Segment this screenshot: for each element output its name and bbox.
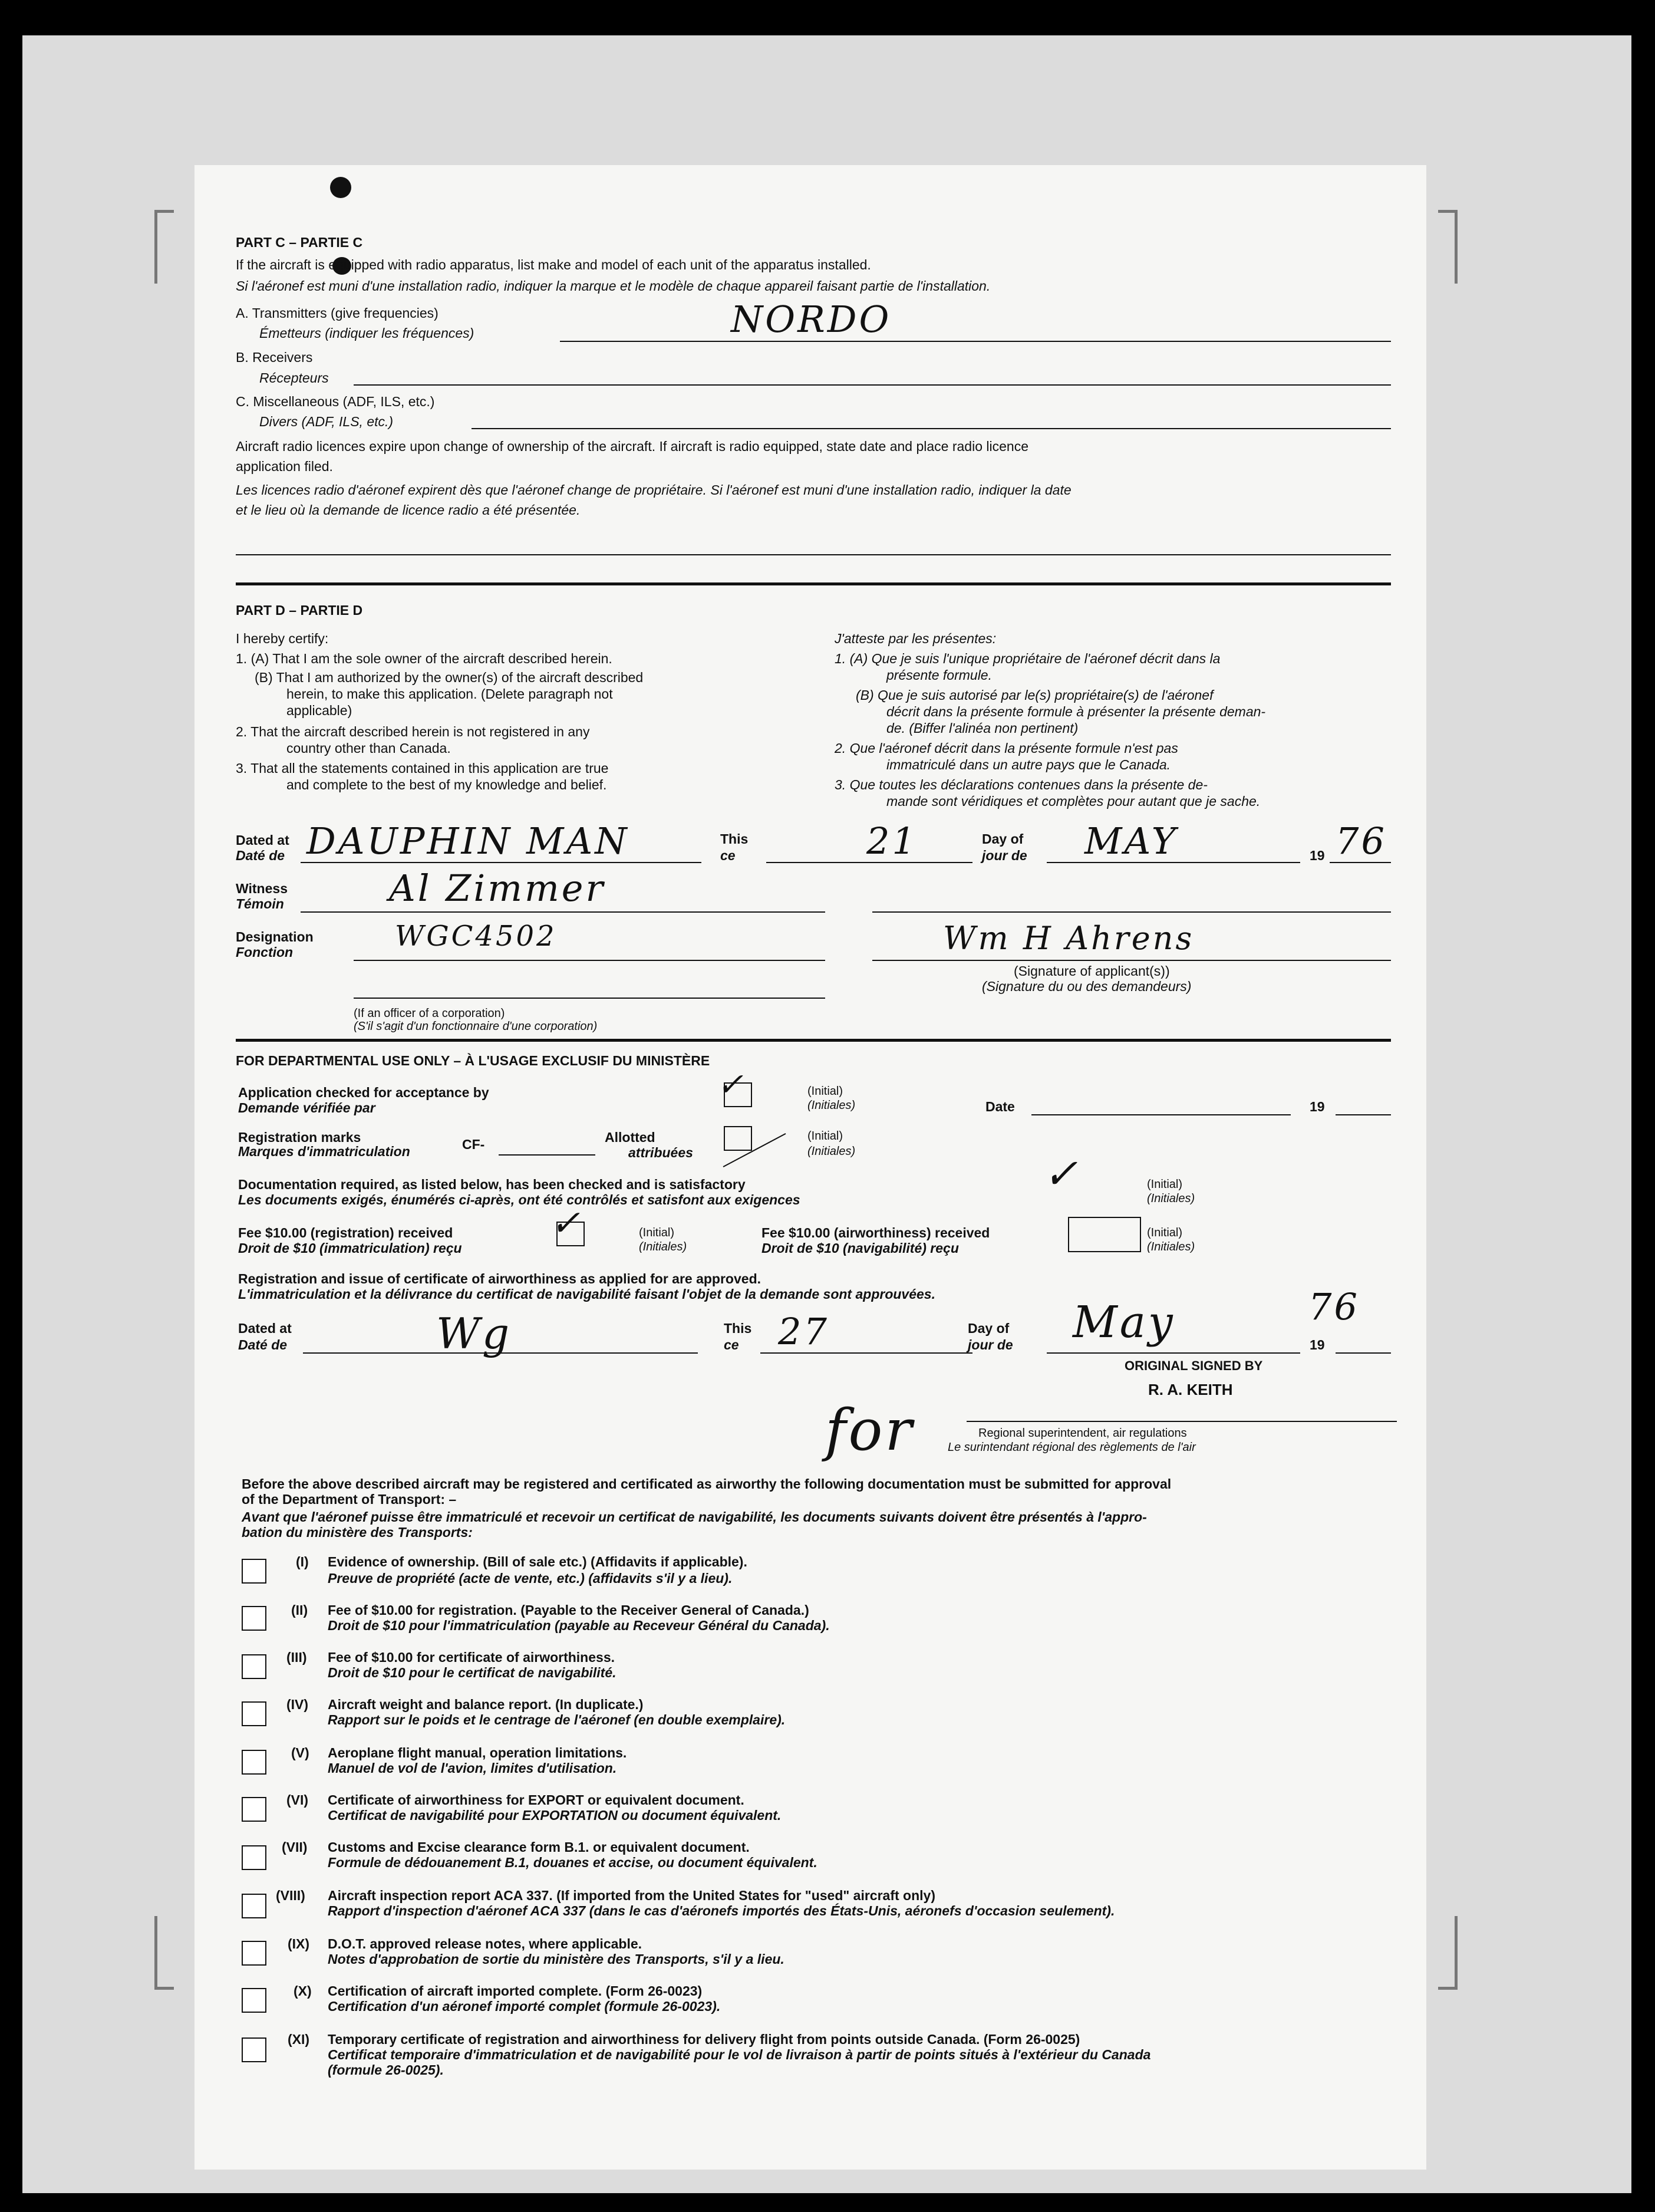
cert-en-1b-3: applicable) [286,703,352,718]
requirement-num: (I) [296,1554,309,1569]
requirement-fr: Certification d'un aéronef importé complet (formule 26-0023). [328,1999,721,2014]
receivers-label: B. Receivers [236,350,313,365]
officer-line [354,998,825,999]
requirement-fr-cont: (formule 26-0025). [328,2062,444,2078]
reg-marks-label: Registration marks [238,1130,361,1145]
dept-dated-at-label-fr: Daté de [238,1337,288,1352]
date-line [1031,1114,1291,1115]
requirement-checkbox[interactable] [242,1797,266,1822]
allotted-label: Allotted [605,1130,655,1145]
cf-label: CF- [462,1137,485,1152]
initial-label: (Initial) [1147,1178,1183,1191]
checked-label-fr: Demande vérifiée par [238,1100,375,1115]
dept-heading: FOR DEPARTMENTAL USE ONLY – À L'USAGE EXCLUSIF DU MINISTÈRE [236,1053,710,1068]
receivers-label-fr: Récepteurs [259,370,329,386]
signature-label-fr: (Signature du ou des demandeurs) [982,979,1192,994]
requirement-checkbox[interactable] [242,1988,266,2013]
requirement-num: (III) [286,1650,307,1665]
misc-line [472,428,1391,429]
requirements-intro-fr-1: Avant que l'aéronef puisse être immatriculé et recevoir un certificat de navigabilité, les documents suivants doivent être présentés à l'appro- [242,1509,1147,1525]
requirement-checkbox[interactable] [242,2037,266,2062]
requirement-en: D.O.T. approved release notes, where applicable. [328,1936,642,1951]
requirement-en: Customs and Excise clearance form B.1. or equivalent document. [328,1839,750,1855]
requirement-fr: Droit de $10 pour l'immatriculation (payable au Receveur Général du Canada). [328,1618,830,1633]
dept-year-value: 76 [1308,1285,1360,1328]
cert-fr-3: 3. Que toutes les déclarations contenues dans la présente de- [835,777,1208,792]
requirement-en: Certificate of airworthiness for EXPORT or equivalent document. [328,1792,744,1808]
witness-line-right [872,911,1391,913]
documentation-label-fr: Les documents exigés, énumérés ci-après, ont été contrôlés et satisfont aux exigences [238,1192,800,1207]
certify-en: I hereby certify: [236,631,329,646]
dept-day-of-label: Day of [968,1321,1010,1336]
requirement-en: Certification of aircraft imported complete. (Form 26-0023) [328,1983,703,1999]
transmitters-label: A. Transmitters (give frequencies) [236,305,439,321]
misc-label-fr: Divers (ADF, ILS, etc.) [259,414,394,429]
designation-value: WGC4502 [395,920,557,953]
requirement-fr: Rapport sur le poids et le centrage de l'aéronef (en double exemplaire). [328,1712,786,1727]
fee-reg-label: Fee $10.00 (registration) received [238,1225,453,1240]
year-prefix: 19 [1310,1099,1325,1114]
requirement-checkbox[interactable] [242,1654,266,1679]
transmitters-value: NORDO [731,298,892,341]
cert-en-1a: 1. (A) That I am the sole owner of the aircraft described herein. [236,651,612,666]
section-divider [236,1039,1391,1042]
initial-label: (Initial) [1147,1226,1183,1239]
initial-label-fr: (Initiales) [1147,1240,1195,1253]
requirement-fr: Notes d'approbation de sortie du ministère des Transports, s'il y a lieu. [328,1951,784,1967]
year-line [1336,1114,1391,1115]
fee-air-label-fr: Droit de $10 (navigabilité) reçu [761,1240,959,1256]
requirement-en: Aircraft weight and balance report. (In duplicate.) [328,1697,644,1712]
requirement-en: Temporary certificate of registration and airworthiness for delivery flight from points outside Canada. (Form 26-0025) [328,2032,1080,2047]
regional-signature-line [967,1421,1397,1422]
dept-this-label: This [724,1321,752,1336]
cert-en-2-2: country other than Canada. [286,740,451,756]
transmitters-line [560,341,1391,342]
approved-label-fr: L'immatriculation et la délivrance du certificat de navigabilité faisant l'objet de la demande sont approuvées. [238,1286,935,1302]
requirement-num: (VI) [286,1792,309,1808]
regional-label-fr: Le surintendant régional des règlements de l'air [948,1441,1196,1454]
dated-at-label: Dated at [236,832,289,848]
requirement-checkbox[interactable] [242,1894,266,1918]
for-value: for [825,1397,915,1463]
punch-hole [330,177,351,198]
fee-air-label: Fee $10.00 (airworthiness) received [761,1225,990,1240]
requirements-intro-fr-2: bation du ministère des Transports: [242,1525,473,1540]
cert-fr-1b: (B) Que je suis autorisé par le(s) propriétaire(s) de l'aéronef [856,687,1214,703]
initial-label-fr: (Initiales) [639,1240,687,1253]
day-of-label-fr: jour de [982,848,1027,863]
requirement-num: (VII) [282,1839,308,1855]
licence-note-fr-1: Les licences radio d'aéronef expirent dès que l'aéronef change de propriétaire. Si l'aéronef est muni d'une installation radio, indiquer la date [236,482,1072,498]
requirement-en: Aeroplane flight manual, operation limitations. [328,1745,627,1760]
requirement-en: Fee of $10.00 for registration. (Payable to the Receiver General of Canada.) [328,1602,809,1618]
cert-fr-2: 2. Que l'aéronef décrit dans la présente formule n'est pas [835,740,1178,756]
licence-note-en-2: application filed. [236,459,333,474]
signature-label: (Signature of applicant(s)) [1014,963,1170,979]
dept-this-value: 27 [778,1310,829,1353]
dept-dated-at-label: Dated at [238,1321,292,1336]
misc-label: C. Miscellaneous (ADF, ILS, etc.) [236,394,435,409]
day-of-value: MAY [1084,819,1178,863]
part-c-intro-fr: Si l'aéronef est muni d'une installation radio, indiquer la marque et le modèle de chaque appareil faisant partie de l'installation. [236,278,991,294]
requirement-fr: Rapport d'inspection d'aéronef ACA 337 (dans le cas d'aéronefs importés des États-Unis, aéronefs d'occasion seulement). [328,1903,1115,1918]
initial-label: (Initial) [807,1130,843,1143]
stamp-line-2: R. A. KEITH [1148,1381,1233,1398]
corner-bracket [154,1916,174,1990]
dept-year-line [1336,1352,1391,1354]
dept-day-of-label-fr: jour de [968,1337,1013,1352]
initial-label: (Initial) [639,1226,675,1239]
certify-fr: J'atteste par les présentes: [835,631,997,646]
corner-bracket [1438,210,1458,284]
cf-line [499,1154,595,1156]
requirement-en: Evidence of ownership. (Bill of sale etc.) (Affidavits if applicable). [328,1554,747,1569]
designation-line [354,960,825,961]
licence-note-fr-2: et le lieu où la demande de licence radio a été présentée. [236,502,581,518]
section-divider [236,582,1391,585]
this-label: This [720,831,749,847]
corner-bracket [154,210,174,284]
cert-fr-1b-2: décrit dans la présente formule à présenter la présente deman- [886,704,1266,719]
receivers-line [354,384,1391,386]
cert-fr-1a-2: présente formule. [886,667,992,683]
part-d-heading: PART D – PARTIE D [236,603,363,618]
checked-label: Application checked for acceptance by [238,1085,489,1100]
date-label: Date [985,1099,1015,1114]
requirement-checkbox[interactable] [242,1750,266,1775]
officer-label: (If an officer of a corporation) [354,1007,505,1020]
requirement-num: (VIII) [276,1888,305,1903]
stamp-line-1: ORIGINAL SIGNED BY [1125,1358,1263,1373]
dept-day-of-line [1047,1352,1300,1354]
requirement-num: (II) [291,1602,308,1618]
signature-line [872,960,1391,961]
allotted-initial-box[interactable] [724,1126,752,1151]
requirement-checkbox[interactable] [242,1606,266,1631]
requirement-fr: Preuve de propriété (acte de vente, etc.) (affidavits s'il y a lieu). [328,1571,733,1586]
cert-en-2: 2. That the aircraft described herein is not registered in any [236,724,590,739]
requirement-fr: Droit de $10 pour le certificat de navigabilité. [328,1665,616,1680]
designation-label-fr: Fonction [236,944,294,960]
dept-this-label-fr: ce [724,1337,739,1352]
requirement-fr: Certificat de navigabilité pour EXPORTATION ou document équivalent. [328,1808,782,1823]
checked-initial-mark: ✓ [717,1066,746,1103]
requirement-en: Fee of $10.00 for certificate of airworthiness. [328,1650,615,1665]
fee-reg-initial-mark: ✓ [550,1203,583,1244]
reg-marks-label-fr: Marques d'immatriculation [238,1144,410,1159]
requirement-num: (IV) [286,1697,309,1712]
signature-value: Wm H Ahrens [943,920,1195,957]
requirement-fr: Formule de dédouanement B.1, douanes et accise, ou document équivalent. [328,1855,817,1870]
cert-en-1b: (B) That I am authorized by the owner(s) of the aircraft described [255,670,644,685]
requirements-intro-en-2: of the Department of Transport: – [242,1492,457,1507]
initial-label: (Initial) [807,1085,843,1098]
requirement-num: (XI) [288,2032,310,2047]
dept-year-prefix: 19 [1310,1337,1325,1352]
cert-en-3: 3. That all the statements contained in this application are true [236,761,609,776]
year-value: 76 [1336,819,1387,863]
witness-value: Al Zimmer [389,867,606,910]
part-c-heading: PART C – PARTIE C [236,235,363,250]
requirement-checkbox[interactable] [242,1701,266,1726]
cert-fr-1a: 1. (A) Que je suis l'unique propriétaire de l'aéronef décrit dans la [835,651,1221,666]
corner-bracket [1438,1916,1458,1990]
requirement-num: (V) [291,1745,309,1760]
fee-reg-label-fr: Droit de $10 (immatriculation) reçu [238,1240,462,1256]
requirement-fr: Certificat temporaire d'immatriculation et de navigabilité pour le vol de livraison à partir de points situés à l'extérieur du Canada [328,2047,1151,2062]
requirement-num: (X) [294,1983,312,1999]
requirement-checkbox[interactable] [242,1845,266,1870]
documentation-label: Documentation required, as listed below, has been checked and is satisfactory [238,1177,746,1192]
initial-label-fr: (Initiales) [807,1145,856,1158]
requirements-intro-en-1: Before the above described aircraft may be registered and certificated as airworthy the following documentation must be submitted for approval [242,1476,1172,1492]
requirement-checkbox[interactable] [242,1559,266,1584]
witness-label-fr: Témoin [236,896,284,911]
requirement-checkbox[interactable] [242,1941,266,1966]
cert-fr-1b-3: de. (Biffer l'alinéa non pertinent) [886,720,1079,736]
cert-en-1b-2: herein, to make this application. (Delete paragraph not [286,686,613,702]
this-value: 21 [866,819,918,863]
witness-label: Witness [236,881,288,896]
requirement-num: (IX) [288,1936,310,1951]
initial-label-fr: (Initiales) [1147,1192,1195,1205]
approved-label: Registration and issue of certificate of airworthiness as applied for are approved. [238,1271,761,1286]
dept-day-of-value: May [1073,1297,1175,1348]
fee-air-initial-box[interactable] [1068,1217,1141,1252]
dated-at-value: DAUPHIN MAN [306,819,629,863]
designation-label: Designation [236,929,314,944]
cert-fr-3-2: mande sont véridiques et complètes pour autant que je sache. [886,794,1261,809]
initial-label-fr: (Initiales) [807,1099,856,1112]
dated-at-label-fr: Daté de [236,848,285,863]
licence-line [236,554,1391,555]
part-c-intro-en: If the aircraft is equipped with radio apparatus, list make and model of each unit of the apparatus installed. [236,257,871,272]
documentation-initial-mark: ✓ [1043,1150,1080,1198]
this-label-fr: ce [720,848,736,863]
requirement-fr: Manuel de vol de l'avion, limites d'utilisation. [328,1760,617,1776]
regional-label: Regional superintendent, air regulations [978,1427,1187,1440]
requirement-en: Aircraft inspection report ACA 337. (If imported from the United States for "used" aircraft only) [328,1888,935,1903]
transmitters-label-fr: Émetteurs (indiquer les fréquences) [259,325,474,341]
witness-line [301,911,825,913]
day-of-label: Day of [982,831,1024,847]
officer-label-fr: (S'il s'agit d'un fonctionnaire d'une corporation) [354,1020,598,1033]
cert-fr-2-2: immatriculé dans un autre pays que le Canada. [886,757,1171,772]
licence-note-en-1: Aircraft radio licences expire upon change of ownership of the aircraft. If aircraft is radio equipped, state date and place radio licence [236,439,1028,454]
allotted-label-fr: attribuées [628,1145,693,1160]
dept-dated-at-value: Wg [436,1309,512,1358]
cert-en-3-2: and complete to the best of my knowledge and belief. [286,777,607,792]
year-prefix: 19 [1310,848,1325,863]
